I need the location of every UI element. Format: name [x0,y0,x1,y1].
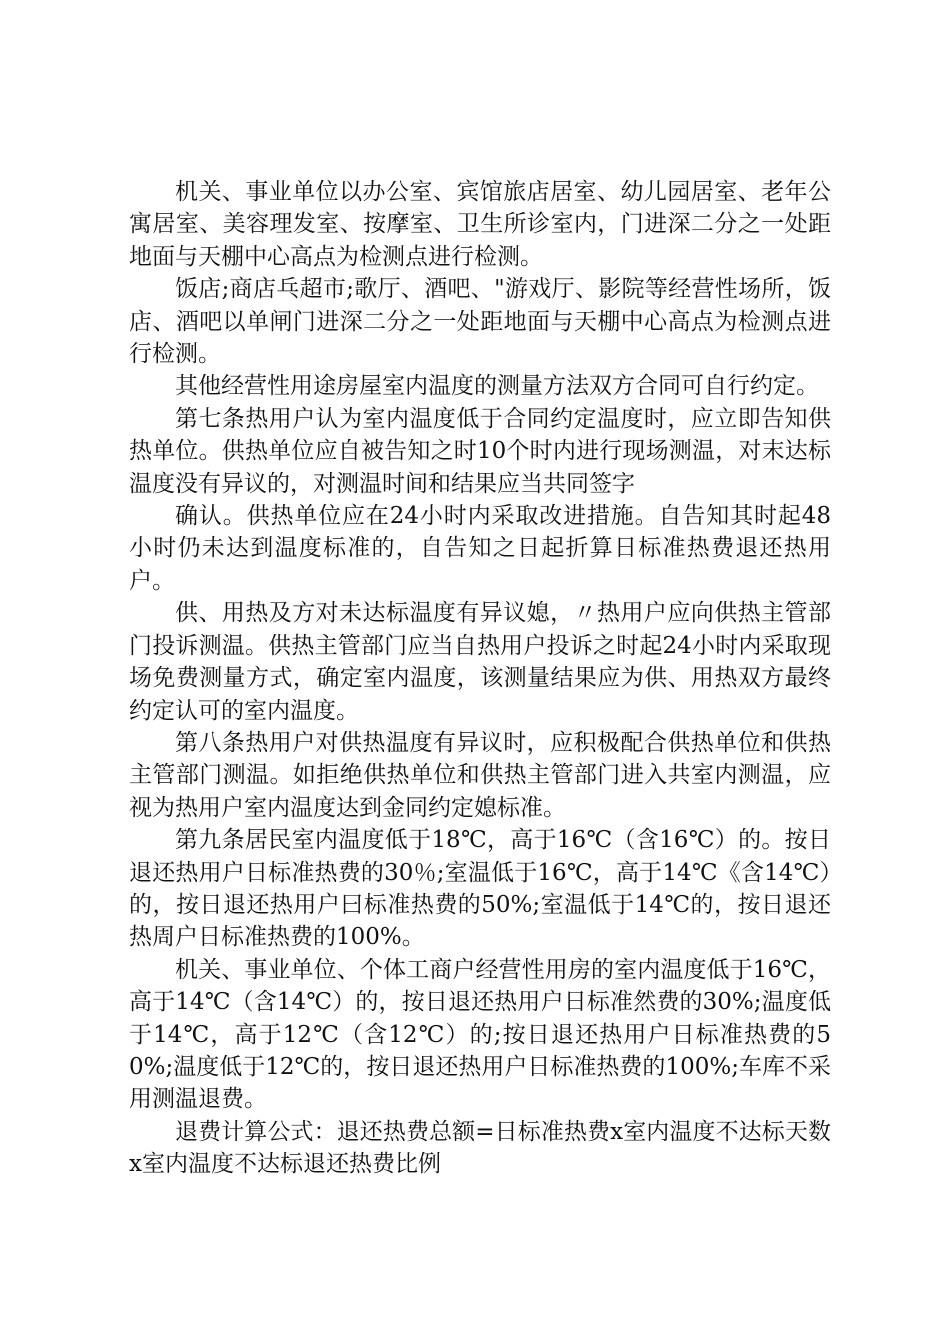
paragraph-article-7: 第七条热用户认为室内温度低于合同约定温度时，应立即告知供热单位。供热单位应自被告知之时10个时内进行现场测温，对末达标温度没有异议的，对测温时间和结果应当共同签字 [129,405,831,497]
paragraph-commercial-refund: 机关、事业单位、个体工商户经营性用房的室内温度低于16℃，高于14℃（含14℃）的，按日退还热用户日标准然费的30%;温度低于14℃，高于12℃（含12℃）的;按日退还热用户日标准热费的50%;温度低于12℃的，按日退还热用户日标准热费的100%;车库不采用测温退费。 [129,956,831,1113]
paragraph-commercial-measurement: 饭店;商店乓超市;歌厅、酒吧、"游戏厅、影院等经营性场所，饭店、酒吧以单闸门进深二分之一处距地面与天棚中心高点为检测点进行检测。 [129,276,831,368]
document-body [129,176,831,1181]
paragraph-other-measurement: 其他经营性用途房屋室内温度的测量方法双方合同可自行约定。 [175,373,819,400]
paragraph-article-7-confirm: 确认。供热单位应在24小时内采取改进措施。自告知其时起48小时仍未达到温度标准的，自告知之日起折算日标准热费退还热用户。 [129,503,831,594]
paragraph-refund-formula: 退费计算公式：退还热费总额=日标准热费x室内温度不达标天数x室内温度不达标退还热费比例 [129,1118,831,1178]
paragraph-article-8: 第八条热用户对供热温度有异议时，应积极配合供热单位和供热主管部门测温。如拒绝供热单位和供热主管部门进入共室内测温，应视为热用户室内温度达到金同约定媳标准。 [129,729,831,821]
paragraph-office-measurement: 机关、事业单位以办公室、宾馆旅店居室、幼儿园居室、老年公寓居室、美容理发室、按摩室、卫生所诊室内，门进深二分之一处距地面与天棚中心高点为检测点进行检测。 [129,179,831,270]
paragraph-article-9: 第九条居民室内温度低于18℃，高于16℃（含16℃）的。按日退还热用户日标准热费的30％;室温低于16℃，高于14℃《含14℃）的，按日退还热用户曰标准热费的50%;室温低于14℃的，按日退还热周户日标准热费的100%。 [129,827,831,951]
paragraph-dispute-complaint: 供、用热及方对未达标温度有异议媳，〃热用户应向供热主管部门投诉测温。供热主管部门应当自热用户投诉之时起24小时内采取现场免费测量方式，确定室内温度，该测量结果应为供、用热双方最终约定认可的室内温度。 [129,600,831,724]
